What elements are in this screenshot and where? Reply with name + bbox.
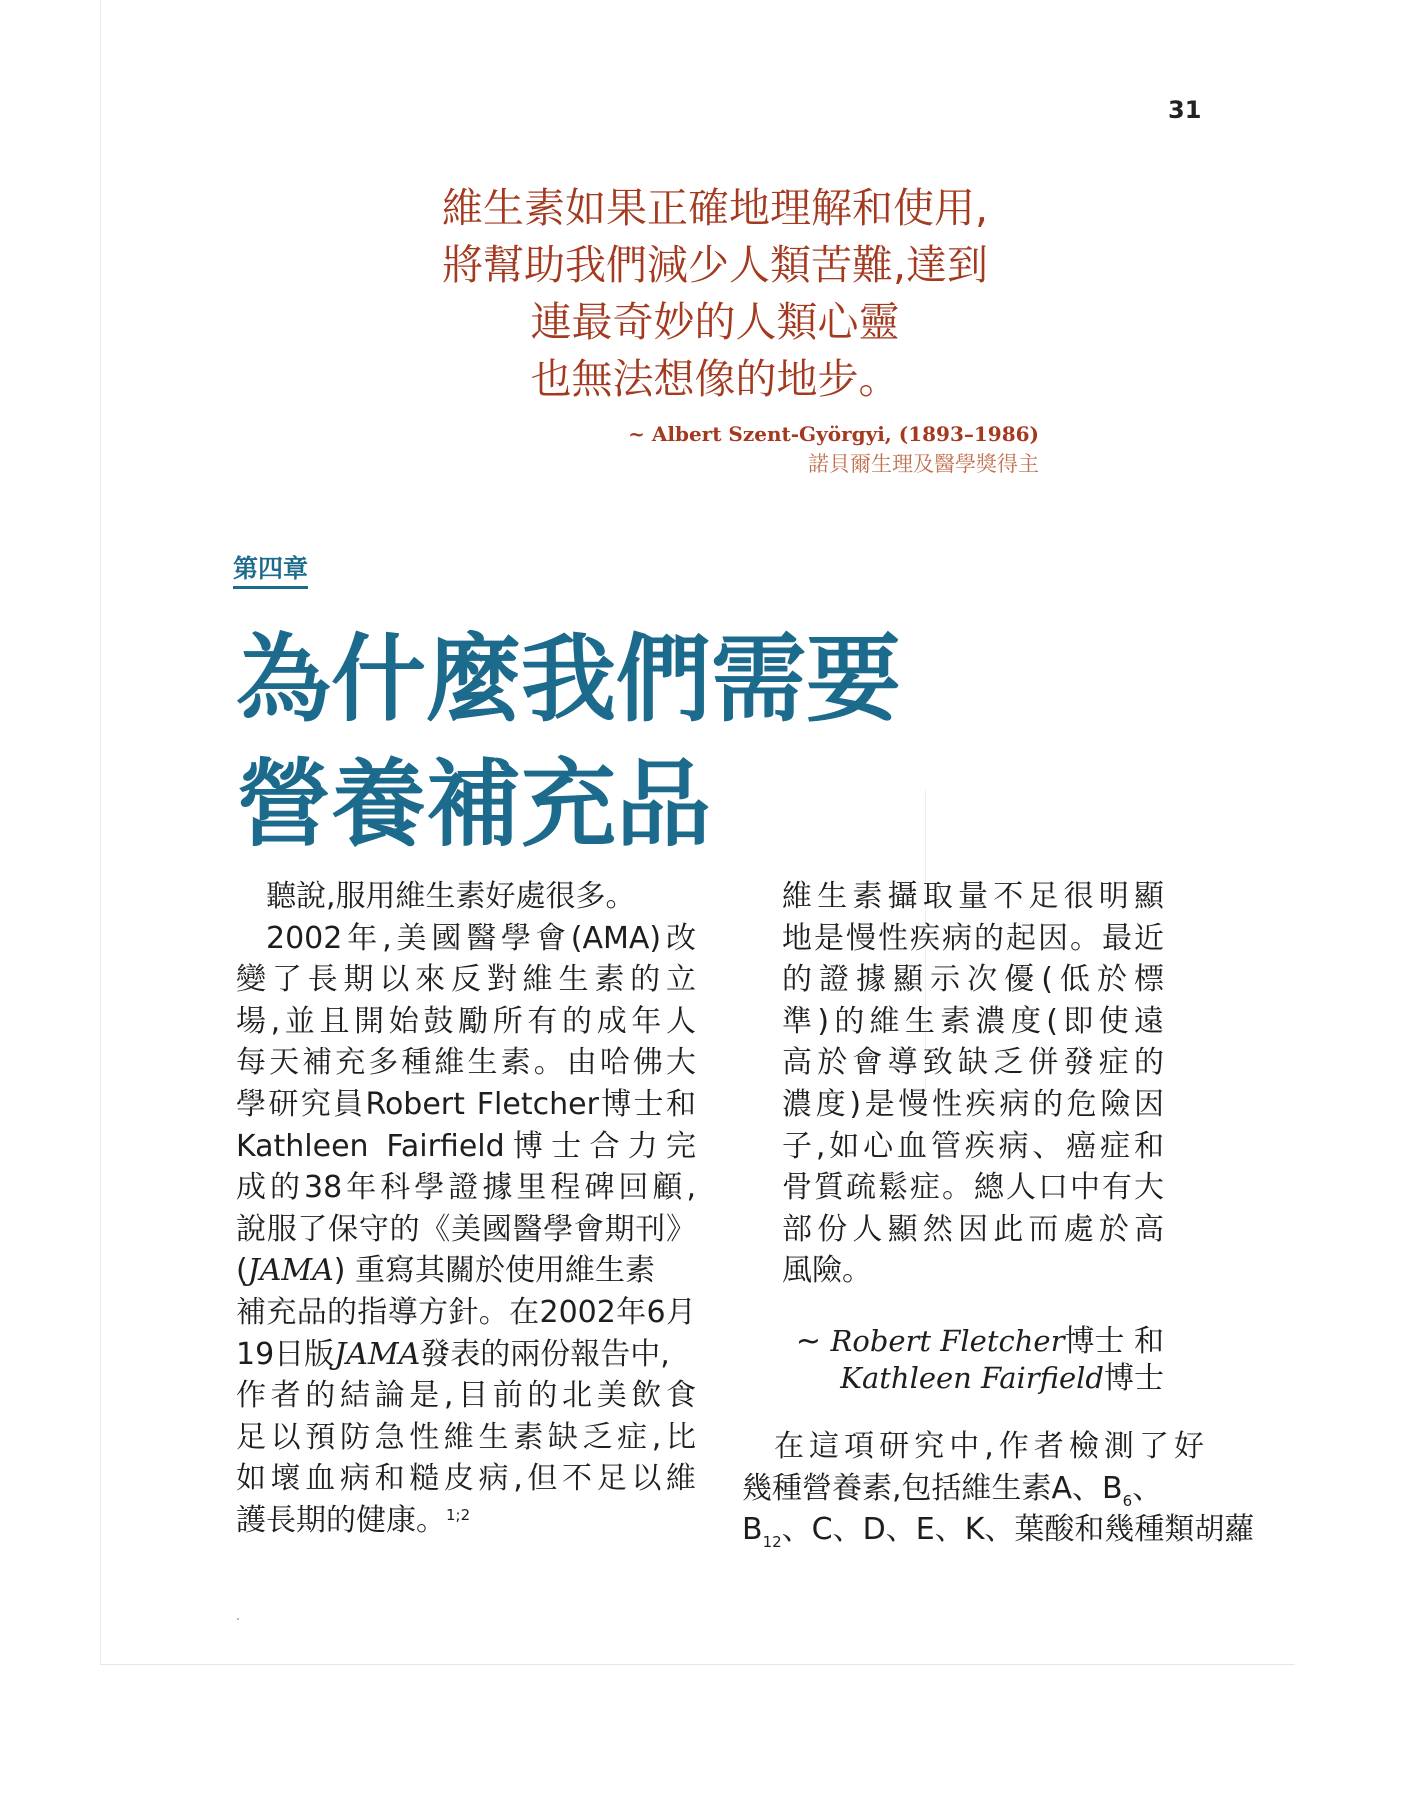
page-number: 31: [1168, 96, 1202, 124]
subscript: 6: [1122, 1491, 1133, 1510]
body-line: 足以預防急性維生素缺乏症,比: [236, 1419, 696, 1455]
body-line: [742, 1468, 1204, 1510]
epigraph-line: 將幫助我們減少人類苦難,達到: [441, 241, 989, 289]
footnote-ref: 1;2: [446, 1505, 471, 1524]
epigraph-line: 維生素如果正確地理解和使用,: [441, 184, 989, 232]
body-line: 學研究員Robert Fletcher博士和: [236, 1086, 696, 1122]
chapter-label: 第四章: [233, 553, 308, 589]
body-text: B: [742, 1512, 763, 1548]
chapter-title-line: 營養補充品: [236, 750, 712, 860]
quote-line: 骨質疏鬆症。總人口中有大: [782, 1170, 1164, 1206]
body-line: 如壞血病和糙皮病,但不足以維: [236, 1461, 696, 1497]
quote-line: 的證據顯示次優(低於標: [782, 962, 1164, 998]
subscript: 12: [762, 1533, 782, 1552]
quote-line: 準)的維生素濃度(即使遠: [782, 1003, 1164, 1039]
body-text: 19日版: [236, 1336, 335, 1372]
body-line: 作者的結論是,目前的北美飲食: [236, 1378, 696, 1414]
body-text: 、C、D、E、K、葉酸和幾種類胡蘿: [781, 1512, 1255, 1548]
body-line: Kathleen Fairfield博士合力完: [236, 1128, 696, 1164]
quote-line: 濃度)是慢性疾病的危險因: [782, 1086, 1164, 1122]
chapter-title: [236, 618, 996, 868]
jama-italic: JAMA: [247, 1253, 334, 1289]
body-text: 幾種營養素,包括維生素A、B: [742, 1470, 1123, 1506]
body-line-jama: [236, 1250, 696, 1292]
epigraph-author: ~ Albert Szent-Györgyi, (1893–1986): [628, 422, 1039, 446]
body-text: 發表的兩份報告中,: [420, 1336, 670, 1372]
quote-signature: [780, 1323, 1164, 1397]
body-line: 場,並且開始鼓勵所有的成年人: [236, 1003, 696, 1039]
epigraph-line: 也無法想像的地步。: [530, 355, 900, 403]
quote-line: 風險。: [782, 1253, 872, 1289]
quote-line: 子,如心血管疾病、癌症和: [782, 1128, 1164, 1164]
signature-name: Kathleen Fairfield: [840, 1361, 1104, 1395]
quote-line: 地是慢性疾病的起因。最近: [782, 920, 1164, 956]
signature-title: 博士: [1104, 1361, 1164, 1396]
body-right-column-quote: [782, 876, 1164, 1292]
signature-tilde: ~: [795, 1324, 831, 1359]
quote-line: 維生素攝取量不足很明顯: [782, 879, 1164, 914]
jama-italic: JAMA: [334, 1336, 421, 1372]
epigraph-attribution: [560, 422, 1039, 478]
body-line: 成的38年科學證據里程碑回顧,: [236, 1170, 696, 1206]
body-right-column: [742, 1426, 1255, 1552]
chapter-title-line: 為什麼我們需要: [236, 625, 902, 735]
body-line: 補充品的指導方針。在2002年6月: [236, 1294, 696, 1330]
body-line: 聽說,服用維生素好處很多。: [266, 879, 636, 914]
body-left-column: [236, 876, 696, 1542]
signature-name: Robert Fletcher: [830, 1324, 1065, 1358]
body-line: [742, 1509, 1255, 1552]
signature-line-2: [780, 1360, 1164, 1397]
scan-edge: [100, 0, 101, 1665]
body-text: 重寫其關於使用維生素: [345, 1253, 656, 1289]
body-text: 護長期的健康。: [236, 1502, 446, 1538]
body-line: 變了長期以來反對維生素的立: [236, 962, 696, 998]
paren: (: [236, 1253, 248, 1289]
body-line: 說服了保守的《美國醫學會期刊》: [236, 1211, 696, 1247]
paren: ): [333, 1253, 346, 1289]
signature-title: 博士 和: [1064, 1324, 1164, 1359]
body-line: 每天補充多種維生素。由哈佛大: [236, 1045, 696, 1081]
scan-speck: [237, 1618, 239, 1620]
body-line-last: [236, 1500, 696, 1542]
epigraph-quote: [360, 180, 1070, 408]
quote-line: 高於會導致缺乏併發症的: [782, 1045, 1164, 1081]
quote-line: 部份人顯然因此而處於高: [782, 1211, 1164, 1247]
epigraph-honor: 諾貝爾生理及醫學獎得主: [808, 452, 1039, 476]
body-line: 2002年,美國醫學會(AMA)改: [266, 920, 696, 956]
scan-edge-bottom: [100, 1664, 1295, 1665]
body-line-jama-2: [236, 1334, 696, 1376]
body-text: 、: [1132, 1470, 1163, 1506]
body-line: 在這項研究中,作者檢測了好: [774, 1429, 1204, 1464]
epigraph-line: 連最奇妙的人類心靈: [530, 298, 900, 346]
signature-line-1: [780, 1323, 1164, 1360]
